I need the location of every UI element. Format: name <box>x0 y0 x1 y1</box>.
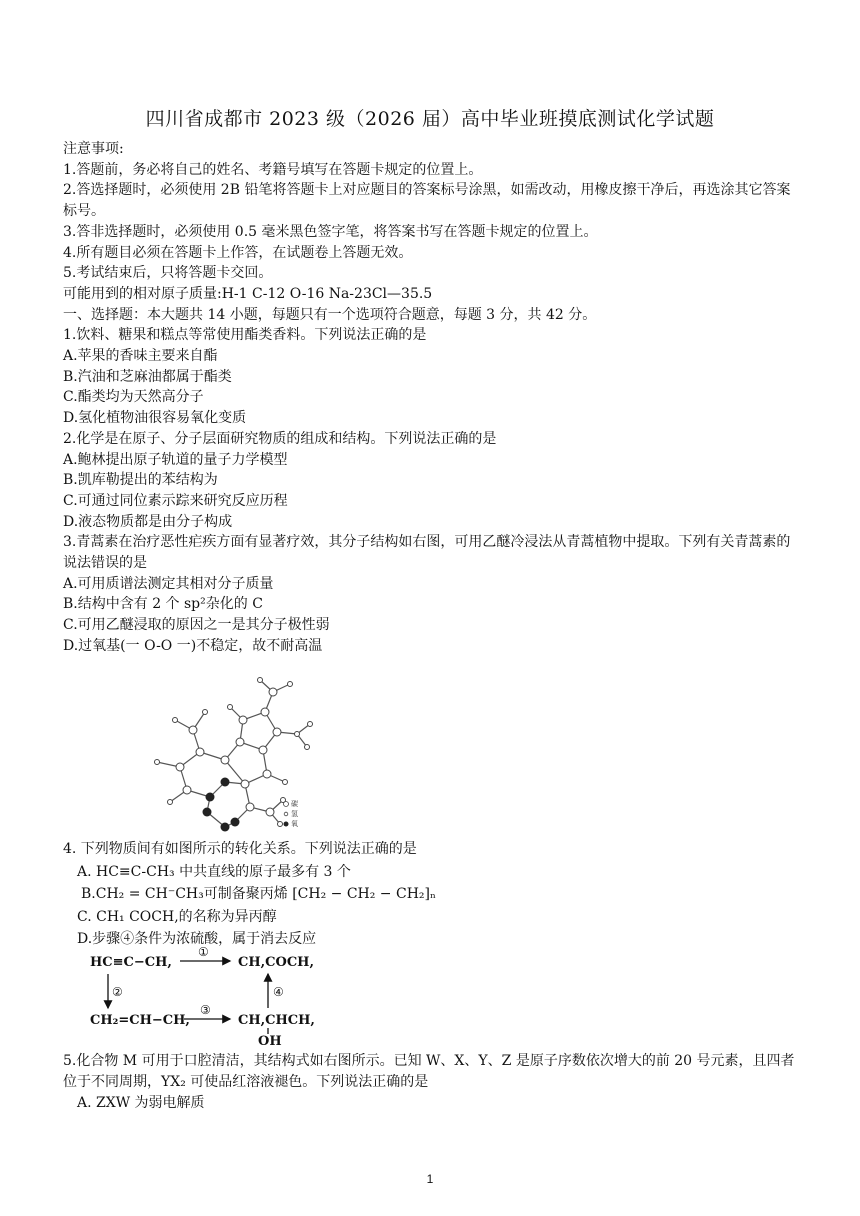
q4-option-c: C. CH₁ COCH,的名称为异丙醇 <box>77 908 277 925</box>
step-1-label: ① <box>198 945 209 959</box>
notice-2: 2.答选择题时，必须使用 2B 铅笔将答题卡上对应题目的答案标号涂黑，如需改动，用橡皮擦干净后，再选涂其它答案标号。 <box>63 182 791 220</box>
atomic-masses: 可能用到的相对原子质量:H-1 C-12 O-16 Na-23Cl—35.5 <box>63 285 433 302</box>
q1-option-a: A.苹果的香味主要来自酯 <box>63 348 218 365</box>
reaction-scheme <box>88 944 348 1048</box>
notice-5: 5.考试结束后，只将答题卡交回。 <box>63 265 273 282</box>
q2-option-d: D.液态物质都是由分子构成 <box>63 513 233 530</box>
q3-option-c: C.可用乙醚浸取的原因之一是其分子极性弱 <box>63 617 330 634</box>
q1-option-d: D.氢化植物油很容易氧化变质 <box>63 410 247 427</box>
q2-option-c: C.可通过同位素示踪来研究反应历程 <box>63 492 288 509</box>
q4-option-d: D.步骤④条件为浓硫酸，属于消去反应 <box>77 931 317 947</box>
q2-option-b: B.凯库勒提出的苯结构为 <box>63 472 218 489</box>
compound-propene: CH₂=CH−CH, <box>90 1013 190 1028</box>
step-4-label: ④ <box>273 985 284 999</box>
legend-hydrogen: 氢 <box>291 810 298 818</box>
compound-acetone: CH,COCH, <box>238 955 314 970</box>
q2-option-a: A.鲍林提出原子轨道的量子力学模型 <box>63 451 288 468</box>
q5-stem: 5.化合物 M 可用于口腔清洁，其结构式如右图所示。已知 W、X、Y、Z 是原子序数依次增大的前 20 号元素，且四者位于不同周期，YX₂ 可使品红溶液褪色。下列说法正确的是 <box>63 1053 795 1090</box>
legend-carbon: 碳 <box>291 800 298 808</box>
legend-oxygen: 氧 <box>291 820 298 828</box>
step-2-label: ② <box>112 985 123 999</box>
q1-stem: 1.饮料、糖果和糕点等常使用酯类香料。下列说法正确的是 <box>63 327 427 344</box>
q4-option-a: A. HC≡C-CH₃ 中共直线的原子最多有 3 个 <box>77 863 351 880</box>
page-number: 1 <box>426 1172 434 1186</box>
q3-option-a: A.可用质谱法测定其相对分子质量 <box>63 575 274 592</box>
q4-stem: 4. 下列物质间有如图所示的转化关系。下列说法正确的是 <box>63 841 417 857</box>
q1-option-c: C.酯类均为天然高分子 <box>63 389 204 406</box>
artemisinin-molecule-figure <box>125 672 325 842</box>
notice-header: 注意事项: <box>63 141 124 157</box>
section-1-header: 一、选择题：本大题共 14 小题，每题只有一个选项符合题意，每题 3 分，共 42 分。 <box>63 306 597 323</box>
q3-option-d: D.过氧基(一 O-O 一)不稳定，故不耐高温 <box>63 637 323 654</box>
hydroxyl-label: OH <box>258 1034 282 1048</box>
q5-option-a: A. ZXW 为弱电解质 <box>77 1095 205 1111</box>
q3-stem: 3.青蒿素在治疗恶性疟疾方面有显著疗效，其分子结构如右图，可用乙醚冷浸法从青蒿植物中提取。下列有关青蒿素的说法错误的是 <box>63 534 791 572</box>
compound-isopropanol: CH,CHCH, <box>238 1013 315 1028</box>
question-4 <box>63 838 803 951</box>
notice-4: 4.所有题目必须在答题卡上作答，在试题卷上答题无效。 <box>63 244 413 261</box>
q4-option-b: B.CH₂ = CH⁻CH₃可制备聚丙烯 [CH₂ − CH₂ − CH₂]ₙ <box>81 886 437 902</box>
step-3-label: ③ <box>200 1003 211 1017</box>
question-5 <box>63 1051 803 1114</box>
notice-1: 1.答题前，务必将自己的姓名、考籍号填写在答题卡规定的位置上。 <box>63 161 483 178</box>
exam-body <box>63 139 803 657</box>
q2-stem: 2.化学是在原子、分子层面研究物质的组成和结构。下列说法正确的是 <box>63 430 497 447</box>
notice-3: 3.答非选择题时，必须使用 0.5 毫米黑色签字笔，将答案书写在答题卡规定的位置上。 <box>63 223 598 240</box>
q1-option-b: B.汽油和芝麻油都属于酯类 <box>63 368 232 385</box>
compound-propyne: HC≡C−CH, <box>90 955 172 970</box>
page-title: 四川省成都市 2023 级（2026 届）高中毕业班摸底测试化学试题 <box>145 108 715 130</box>
q3-option-b: B.结构中含有 2 个 sp²杂化的 C <box>63 596 263 613</box>
